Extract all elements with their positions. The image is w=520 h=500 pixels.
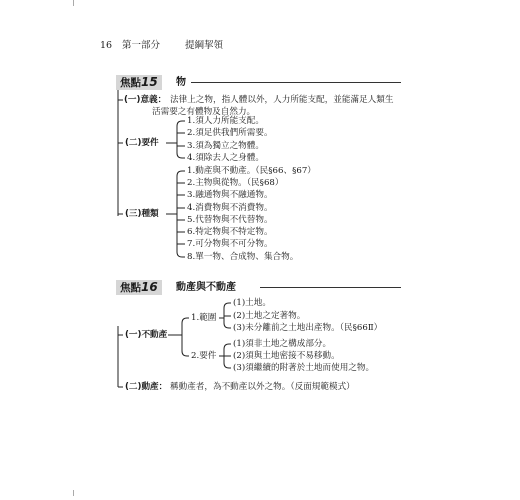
movable-text: 稱動產者，為不動產以外之物。（反面規範模式） xyxy=(170,382,355,392)
meaning-tag: (一)意義： xyxy=(124,95,167,105)
scope-item-2: (2)土地之定著物。 xyxy=(233,311,306,321)
meaning-line-1: 法律上之物，指人體以外，人力所能支配，並能滿足人類生 xyxy=(170,95,394,105)
requirement-item-3: 3.須為獨立之物體。 xyxy=(187,141,264,151)
immovable-tag: (一)不動產 xyxy=(125,330,168,340)
type-item-4: 4.消費物與不消費物。 xyxy=(187,203,273,213)
scope-item-1: (1)土地。 xyxy=(233,298,271,308)
immovable-requirements-label: 2.要件 xyxy=(191,351,217,361)
type-item-7: 7.可分物與不可分物。 xyxy=(187,239,273,249)
page-number: 16 xyxy=(100,40,113,51)
focus-15-topic: 物 xyxy=(176,77,186,88)
part-title: 第一部分 xyxy=(122,40,161,51)
focus-16-label: 焦點 xyxy=(120,282,141,294)
type-item-6: 6.特定物與不特定物。 xyxy=(187,227,273,237)
types-tag: (三)種類 xyxy=(125,209,159,219)
requirement-item-1: 1.須人力所能支配。 xyxy=(187,116,264,126)
meaning-line-2: 活需要之有體物及自然力。 xyxy=(152,107,256,117)
requirement-item-4: 4.須除去人之身體。 xyxy=(187,153,264,163)
focus-15-label: 焦點 xyxy=(120,77,141,89)
focus-16-topic: 動產與不動產 xyxy=(176,282,236,293)
immovable-requirement-2: (2)須與土地密接不易移動。 xyxy=(233,351,340,361)
focus-16-number: 16 xyxy=(141,280,158,294)
type-item-2: 2.主物與從物。（民§68） xyxy=(187,178,284,188)
focus-15-number: 15 xyxy=(141,75,158,89)
immovable-requirement-3: (3)須繼續的附著於土地而使用之物。 xyxy=(233,363,375,373)
movable-tag: (二)動產： xyxy=(125,382,168,392)
scope-label: 1.範圍 xyxy=(191,313,217,323)
requirement-item-2: 2.須足供我們所需要。 xyxy=(187,128,273,138)
type-item-5: 5.代替物與不代替物。 xyxy=(187,215,273,225)
section-title: 提綱挈領 xyxy=(185,40,224,51)
type-item-3: 3.融通物與不融通物。 xyxy=(187,190,273,200)
type-item-1: 1.動產與不動產。（民§66、§67） xyxy=(187,166,316,176)
type-item-8: 8.單一物、合成物、集合物。 xyxy=(187,252,299,262)
scope-item-3: (3)未分離前之土地出產物。（民§66Ⅱ） xyxy=(233,323,383,333)
requirements-tag: (二)要件 xyxy=(125,138,159,148)
immovable-requirement-1: (1)須非土地之構成部分。 xyxy=(233,339,332,349)
